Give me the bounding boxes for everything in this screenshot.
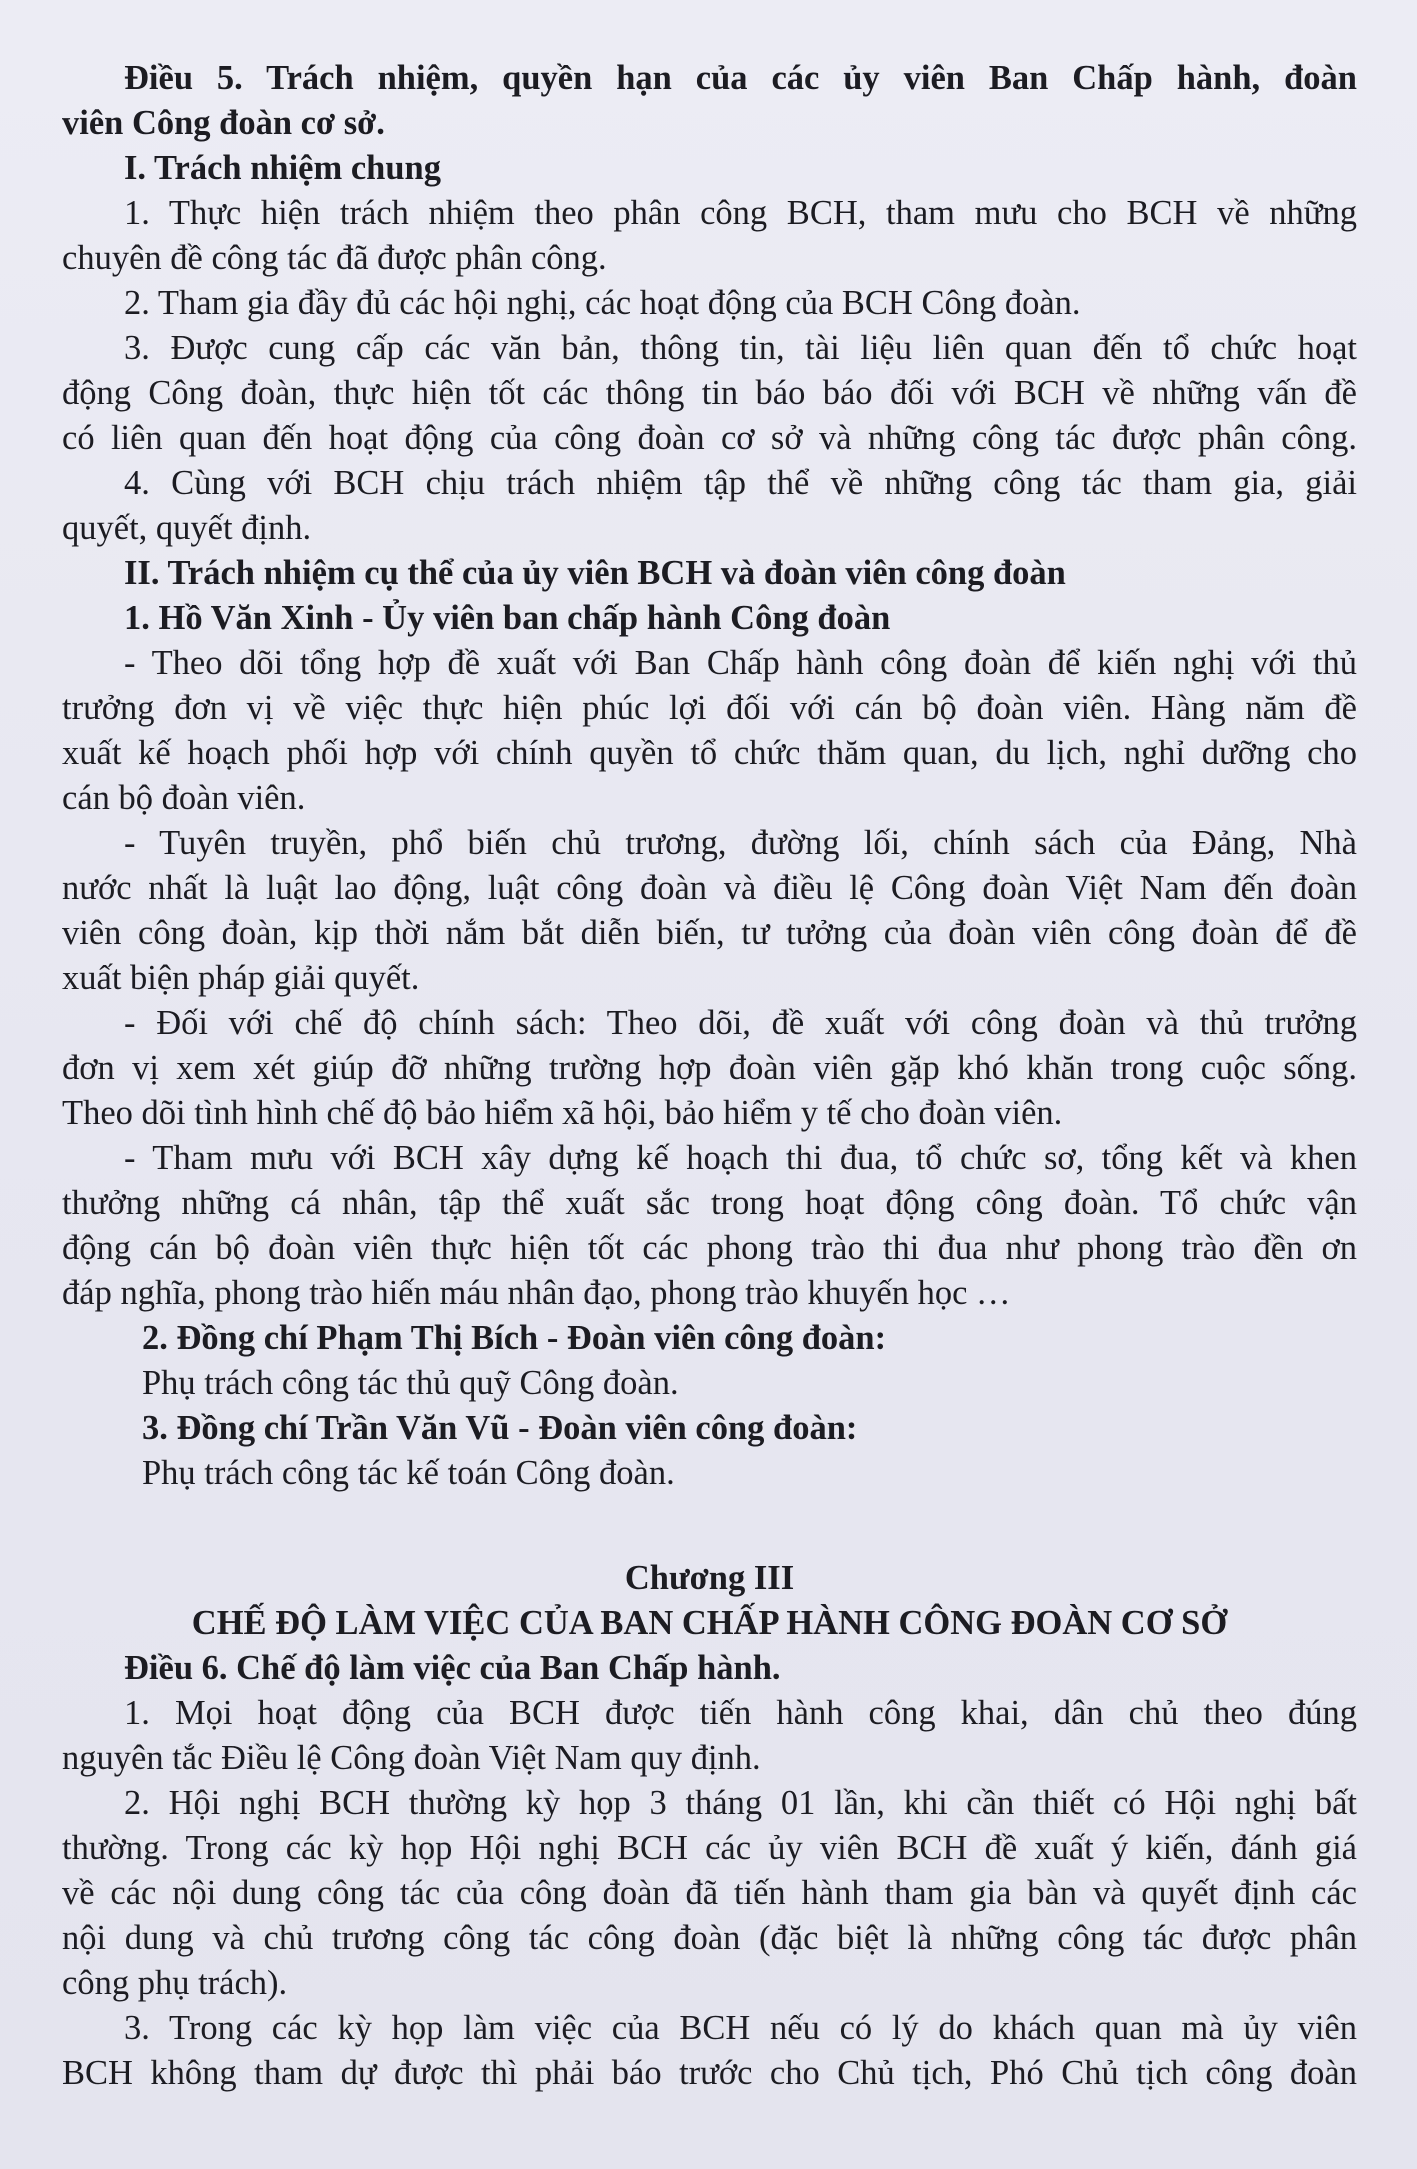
member1-heading: 1. Hồ Văn Xinh - Ủy viên ban chấp hành Công đoàn	[124, 599, 891, 637]
paragraph-line: Theo dõi tình hình chế độ bảo hiểm xã hội, bảo hiểm y tế cho đoàn viên.	[62, 1094, 1063, 1132]
paragraph-line: nội dung và chủ trương công tác công đoàn (đặc biệt là những công tác được phân	[62, 1919, 1357, 1957]
paragraph-line: có liên quan đến hoạt động của công đoàn cơ sở và những công tác được phân công.	[62, 419, 1357, 457]
chapter-label: Chương III	[624, 1559, 795, 1597]
paragraph-line: cán bộ đoàn viên.	[62, 779, 306, 817]
paragraph-line: 2. Hội nghị BCH thường kỳ họp 3 tháng 01 lần, khi cần thiết có Hội nghị bất	[124, 1784, 1357, 1822]
paragraph-line: viên công đoàn, kịp thời nắm bắt diễn biến, tư tưởng của đoàn viên công đoàn để đề	[62, 914, 1357, 952]
paragraph-line: chuyên đề công tác đã được phân công.	[62, 239, 607, 277]
paragraph-line: thường. Trong các kỳ họp Hội nghị BCH các ủy viên BCH đề xuất ý kiến, đánh giá	[62, 1829, 1357, 1867]
paragraph-line: đáp nghĩa, phong trào hiến máu nhân đạo, phong trào khuyến học …	[62, 1274, 1011, 1312]
paragraph-line: - Tham mưu với BCH xây dựng kế hoạch thi đua, tổ chức sơ, tổng kết và khen	[124, 1139, 1357, 1177]
paragraph-line: - Tuyên truyền, phổ biến chủ trương, đường lối, chính sách của Đảng, Nhà	[124, 824, 1357, 862]
member3-text: Phụ trách công tác kế toán Công đoàn.	[142, 1454, 675, 1492]
member2-heading: 2. Đồng chí Phạm Thị Bích - Đoàn viên công đoàn:	[142, 1319, 887, 1357]
chapter-title: CHẾ ĐỘ LÀM VIỆC CỦA BAN CHẤP HÀNH CÔNG ĐOÀN CƠ SỞ	[191, 1604, 1228, 1642]
article6-title: Điều 6. Chế độ làm việc của Ban Chấp hành.	[124, 1649, 781, 1687]
paragraph-line: 3. Được cung cấp các văn bản, thông tin, tài liệu liên quan đến tổ chức hoạt	[124, 329, 1357, 367]
paragraph-line: - Theo dõi tổng hợp đề xuất với Ban Chấp hành công đoàn để kiến nghị với thủ	[124, 644, 1357, 682]
article5-title-line1: Điều 5. Trách nhiệm, quyền hạn của các ủy viên Ban Chấp hành, đoàn	[124, 59, 1357, 97]
paragraph-line: xuất kế hoạch phối hợp với chính quyền tổ chức thăm quan, du lịch, nghỉ dưỡng cho	[62, 734, 1357, 772]
paragraph-line: quyết, quyết định.	[62, 509, 312, 547]
paragraph-line: động Công đoàn, thực hiện tốt các thông tin báo báo đối với BCH về những vấn đề	[62, 374, 1357, 412]
paragraph-line: - Đối với chế độ chính sách: Theo dõi, đề xuất với công đoàn và thủ trưởng	[124, 1004, 1357, 1042]
section1-heading: I. Trách nhiệm chung	[124, 149, 441, 187]
paragraph-line: công phụ trách).	[62, 1964, 288, 2002]
paragraph-line: 2. Tham gia đầy đủ các hội nghị, các hoạt động của BCH Công đoàn.	[124, 284, 1081, 322]
paragraph-line: về các nội dung công tác của công đoàn đã tiến hành tham gia bàn và quyết định các	[62, 1874, 1357, 1912]
section-spacer	[62, 1496, 1357, 1556]
paragraph-line: BCH không tham dự được thì phải báo trước cho Chủ tịch, Phó Chủ tịch công đoàn	[62, 2054, 1357, 2092]
paragraph-line: nước nhất là luật lao động, luật công đoàn và điều lệ Công đoàn Việt Nam đến đoàn	[62, 869, 1357, 907]
paragraph-line: đơn vị xem xét giúp đỡ những trường hợp đoàn viên gặp khó khăn trong cuộc sống.	[62, 1049, 1357, 1087]
paragraph-line: thưởng những cá nhân, tập thể xuất sắc trong hoạt động công đoàn. Tổ chức vận	[62, 1184, 1357, 1222]
paragraph-line: 4. Cùng với BCH chịu trách nhiệm tập thể về những công tác tham gia, giải	[124, 464, 1357, 502]
member2-text: Phụ trách công tác thủ quỹ Công đoàn.	[142, 1364, 679, 1402]
paragraph-line: trưởng đơn vị về việc thực hiện phúc lợi đối với cán bộ đoàn viên. Hàng năm đề	[62, 689, 1357, 727]
paragraph-line: 1. Mọi hoạt động của BCH được tiến hành công khai, dân chủ theo đúng	[124, 1694, 1357, 1732]
paragraph-line: động cán bộ đoàn viên thực hiện tốt các phong trào thi đua như phong trào đền ơn	[62, 1229, 1357, 1267]
paragraph-line: 1. Thực hiện trách nhiệm theo phân công BCH, tham mưu cho BCH về những	[124, 194, 1357, 232]
member3-heading: 3. Đồng chí Trần Văn Vũ - Đoàn viên công đoàn:	[142, 1409, 858, 1447]
paragraph-line: xuất biện pháp giải quyết.	[62, 959, 420, 997]
paragraph-line: nguyên tắc Điều lệ Công đoàn Việt Nam quy định.	[62, 1739, 761, 1777]
article5-title-line2: viên Công đoàn cơ sở.	[62, 104, 385, 142]
section2-heading: II. Trách nhiệm cụ thể của ủy viên BCH và đoàn viên công đoàn	[124, 554, 1066, 592]
paragraph-line: 3. Trong các kỳ họp làm việc của BCH nếu có lý do khách quan mà ủy viên	[124, 2009, 1357, 2047]
